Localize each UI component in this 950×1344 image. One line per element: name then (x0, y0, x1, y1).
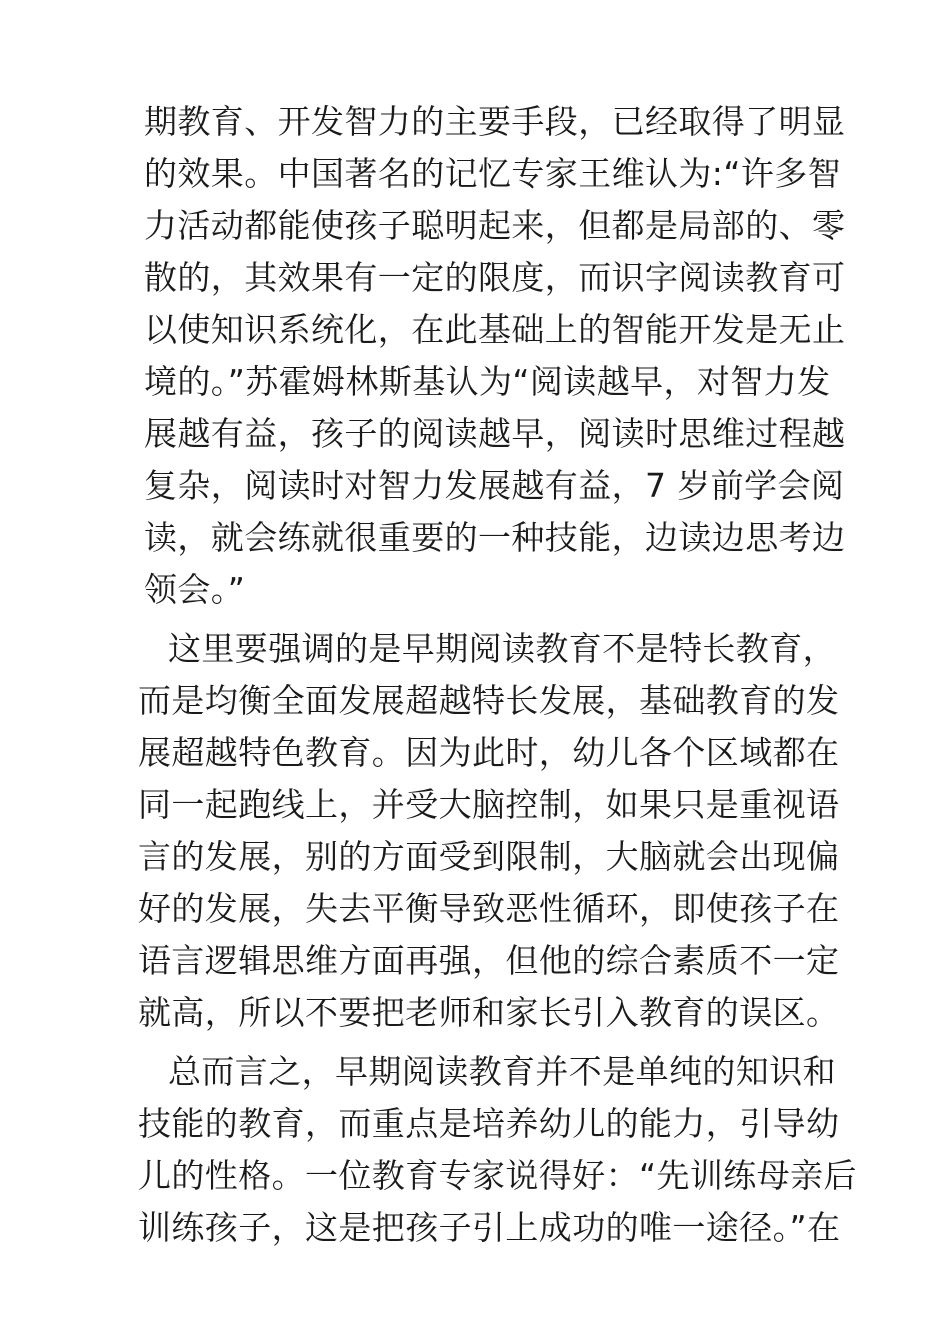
text-line: 语言逻辑思维方面再强，但他的综合素质不一定 (138, 941, 840, 980)
text-line: 技能的教育，而重点是培养幼儿的能力，引导幼 (138, 1104, 840, 1143)
text-line: 以使知识系统化，在此基础上的智能开发是无止 (144, 310, 846, 349)
text-line: 总而言之，早期阅读教育并不是单纯的知识和 (168, 1052, 836, 1091)
text-line: 读，就会练就很重要的一种技能，边读边思考边 (144, 518, 846, 557)
text-line: 复杂，阅读时对智力发展越有益，7 岁前学会阅 (144, 466, 845, 505)
text-line: 而是均衡全面发展超越特长发展，基础教育的发 (138, 681, 840, 720)
text-line: 领会。” (144, 570, 246, 609)
text-line: 好的发展，失去平衡导致恶性循环，即使孩子在 (138, 889, 840, 928)
text-line: 展越有益，孩子的阅读越早，阅读时思维过程越 (144, 414, 846, 453)
document-body (138, 96, 857, 1254)
text-line: 的效果。中国著名的记忆专家王维认为:“许多智 (144, 154, 842, 193)
text-line: 力活动都能使孩子聪明起来，但都是局部的、零 (144, 206, 846, 245)
text-line: 儿的性格。一位教育专家说得好：“先训练母亲后 (138, 1156, 857, 1195)
text-line: 训练孩子，这是把孩子引上成功的唯一途径。”在 (138, 1208, 841, 1247)
text-line: 这里要强调的是早期阅读教育不是特长教育， (168, 629, 836, 668)
text-line: 同一起跑线上，并受大脑控制，如果只是重视语 (138, 785, 840, 824)
paragraph-balanced-development (138, 623, 840, 1039)
text-line: 就高，所以不要把老师和家长引入教育的误区。 (138, 993, 840, 1032)
text-line: 期教育、开发智力的主要手段，已经取得了明显 (144, 102, 846, 141)
text-line: 言的发展，别的方面受到限制，大脑就会出现偏 (138, 837, 840, 876)
text-line: 散的，其效果有一定的限度，而识字阅读教育可 (144, 258, 846, 297)
paragraph-conclusion (138, 1046, 857, 1254)
paragraph-quotes (138, 96, 846, 616)
text-line: 展超越特色教育。因为此时，幼儿各个区域都在 (138, 733, 840, 772)
text-line: 境的。”苏霍姆林斯基认为“阅读越早，对智力发 (144, 362, 831, 401)
